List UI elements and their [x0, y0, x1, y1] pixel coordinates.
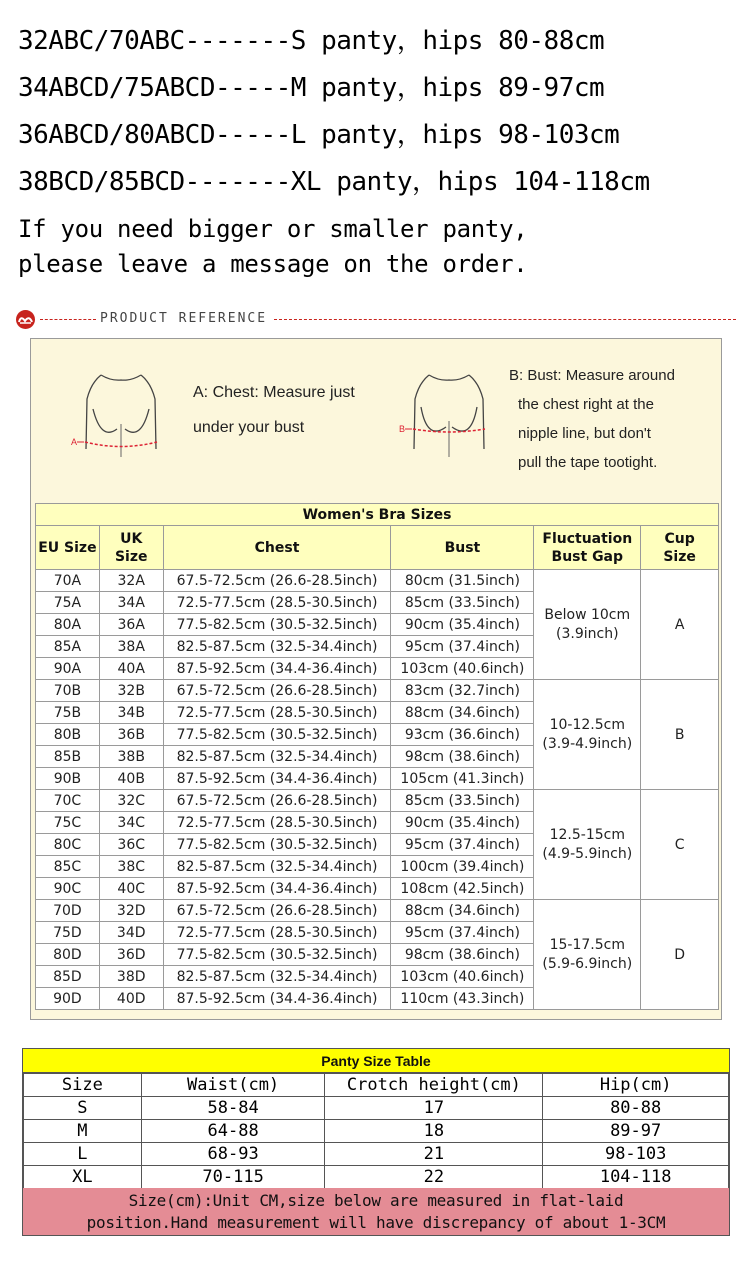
header-hip: Hip(cm): [543, 1074, 729, 1097]
table-row: [36, 790, 719, 812]
chest-cell: 77.5-82.5cm (30.5-32.5inch): [163, 614, 391, 636]
table-row: [36, 680, 719, 702]
chest-cell: 82.5-87.5cm (32.5-34.4inch): [163, 636, 391, 658]
uk-size-cell: 38C: [99, 856, 163, 878]
panty-size-table: [23, 1073, 729, 1189]
chest-cell: 82.5-87.5cm (32.5-34.4inch): [163, 746, 391, 768]
eu-size-cell: 85B: [36, 746, 100, 768]
reference-label: PRODUCT REFERENCE: [100, 311, 268, 326]
uk-size-cell: 40C: [99, 878, 163, 900]
eu-size-cell: 90C: [36, 878, 100, 900]
uk-size-cell: 38D: [99, 966, 163, 988]
uk-size-cell: 40D: [99, 988, 163, 1010]
caption-line: pull the tape tootight.: [518, 454, 658, 471]
bust-cell: 85cm (33.5inch): [391, 592, 534, 614]
bust-measure-figure-icon: [399, 369, 499, 464]
bust-cell: 90cm (35.4inch): [391, 812, 534, 834]
uk-size-cell: 36B: [99, 724, 163, 746]
bust-cell: 110cm (43.3inch): [391, 988, 534, 1010]
header-bust-gap: Fluctuation Bust Gap: [534, 526, 641, 570]
uk-size-cell: 34C: [99, 812, 163, 834]
bust-cell: 85cm (33.5inch): [391, 790, 534, 812]
size-cell: XL: [24, 1166, 142, 1189]
eu-size-cell: 85C: [36, 856, 100, 878]
bust-cell: 95cm (37.4inch): [391, 922, 534, 944]
marker-a: A: [71, 437, 78, 447]
waist-cell: 64-88: [141, 1120, 325, 1143]
crotch-height-cell: 18: [325, 1120, 543, 1143]
chest-cell: 72.5-77.5cm (28.5-30.5inch): [163, 922, 391, 944]
bust-cell: 98cm (38.6inch): [391, 944, 534, 966]
bust-cell: 88cm (34.6inch): [391, 702, 534, 724]
panty-table-body: [24, 1097, 729, 1189]
bust-cell: 95cm (37.4inch): [391, 834, 534, 856]
size-cell: S: [24, 1097, 142, 1120]
chest-cell: 72.5-77.5cm (28.5-30.5inch): [163, 812, 391, 834]
eu-size-cell: 85D: [36, 966, 100, 988]
disclaimer-line-1: Size(cm):Unit CM,size below are measured in flat-laid: [128, 1191, 624, 1210]
eu-size-cell: 80B: [36, 724, 100, 746]
uk-size-cell: 32A: [99, 570, 163, 592]
table-row: [24, 1143, 729, 1166]
measurement-disclaimer: [23, 1188, 729, 1235]
chest-cell: 82.5-87.5cm (32.5-34.4inch): [163, 966, 391, 988]
bust-cell: 80cm (31.5inch): [391, 570, 534, 592]
uk-size-cell: 36A: [99, 614, 163, 636]
eu-size-cell: 80D: [36, 944, 100, 966]
chest-cell: 67.5-72.5cm (26.6-28.5inch): [163, 900, 391, 922]
uk-size-cell: 32C: [99, 790, 163, 812]
eu-size-cell: 90B: [36, 768, 100, 790]
hip-cell: 80-88: [543, 1097, 729, 1120]
crotch-height-cell: 21: [325, 1143, 543, 1166]
chest-cell: 67.5-72.5cm (26.6-28.5inch): [163, 680, 391, 702]
bra-table-title: Women's Bra Sizes: [36, 504, 719, 526]
cup-size-cell: C: [641, 790, 719, 900]
uk-size-cell: 38A: [99, 636, 163, 658]
product-reference-bar: [16, 308, 736, 330]
header-cup-size: Cup Size: [641, 526, 719, 570]
chest-cell: 77.5-82.5cm (30.5-32.5inch): [163, 834, 391, 856]
uk-size-cell: 38B: [99, 746, 163, 768]
bust-cell: 95cm (37.4inch): [391, 636, 534, 658]
eu-size-cell: 90A: [36, 658, 100, 680]
header-chest: Chest: [163, 526, 391, 570]
hip-cell: 98-103: [543, 1143, 729, 1166]
uk-size-cell: 40A: [99, 658, 163, 680]
eu-size-cell: 70C: [36, 790, 100, 812]
chest-measure-figure-icon: [71, 369, 171, 464]
eu-size-cell: 70A: [36, 570, 100, 592]
chest-cell: 67.5-72.5cm (26.6-28.5inch): [163, 790, 391, 812]
table-row: [36, 900, 719, 922]
header-uk-size: UK Size: [99, 526, 163, 570]
bra-size-table: [35, 503, 719, 1010]
eu-size-cell: 75D: [36, 922, 100, 944]
bust-gap-cell: 15-17.5cm (5.9-6.9inch): [534, 900, 641, 1010]
uk-size-cell: 32D: [99, 900, 163, 922]
uk-size-cell: 32B: [99, 680, 163, 702]
size-mapping-list: [18, 18, 650, 206]
header-size: Size: [24, 1074, 142, 1097]
reference-divider-right: [274, 319, 736, 320]
chest-cell: 87.5-92.5cm (34.4-36.4inch): [163, 988, 391, 1010]
table-row: [36, 570, 719, 592]
panty-size-panel: [22, 1048, 730, 1236]
table-row: [24, 1097, 729, 1120]
reference-divider-left: [40, 319, 96, 320]
panty-table-title: Panty Size Table: [23, 1049, 729, 1073]
header-crotch-height: Crotch height(cm): [325, 1074, 543, 1097]
eu-size-cell: 75A: [36, 592, 100, 614]
uk-size-cell: 36D: [99, 944, 163, 966]
crotch-height-cell: 17: [325, 1097, 543, 1120]
chest-cell: 72.5-77.5cm (28.5-30.5inch): [163, 702, 391, 724]
size-line: 32ABC/70ABC-------S panty，hips 80-88cm: [18, 26, 605, 56]
caption-line: under your bust: [193, 419, 305, 436]
eu-size-cell: 70D: [36, 900, 100, 922]
chest-cell: 87.5-92.5cm (34.4-36.4inch): [163, 878, 391, 900]
bust-cell: 93cm (36.6inch): [391, 724, 534, 746]
size-line: 36ABCD/80ABCD-----L panty，hips 98-103cm: [18, 120, 620, 150]
caption-line: the chest right at the: [518, 396, 654, 413]
eu-size-cell: 80A: [36, 614, 100, 636]
disclaimer-line-2: position.Hand measurement will have discrepancy of about 1-3CM: [86, 1213, 666, 1232]
cup-size-cell: D: [641, 900, 719, 1010]
table-row: [24, 1120, 729, 1143]
bust-cell: 83cm (32.7inch): [391, 680, 534, 702]
caption-line: B: Bust: Measure around: [509, 367, 675, 384]
bust-cell: 105cm (41.3inch): [391, 768, 534, 790]
bust-cell: 90cm (35.4inch): [391, 614, 534, 636]
caption-line: nipple line, but don't: [518, 425, 651, 442]
header-waist: Waist(cm): [141, 1074, 325, 1097]
bust-gap-cell: Below 10cm (3.9inch): [534, 570, 641, 680]
note-line-1: If you need bigger or smaller panty,: [18, 215, 528, 243]
cup-size-cell: A: [641, 570, 719, 680]
size-cell: M: [24, 1120, 142, 1143]
bust-cell: 98cm (38.6inch): [391, 746, 534, 768]
chest-cell: 67.5-72.5cm (26.6-28.5inch): [163, 570, 391, 592]
bust-cell: 103cm (40.6inch): [391, 658, 534, 680]
bra-table-body: [36, 570, 719, 1010]
measurement-guide: [31, 339, 721, 499]
uk-size-cell: 34B: [99, 702, 163, 724]
eu-size-cell: 90D: [36, 988, 100, 1010]
bra-size-panel: [30, 338, 722, 1020]
hip-cell: 104-118: [543, 1166, 729, 1189]
chest-cell: 77.5-82.5cm (30.5-32.5inch): [163, 944, 391, 966]
header-eu-size: EU Size: [36, 526, 100, 570]
waist-cell: 58-84: [141, 1097, 325, 1120]
size-line: 34ABCD/75ABCD-----M panty，hips 89-97cm: [18, 73, 605, 103]
marker-b: B: [399, 424, 406, 434]
uk-size-cell: 34D: [99, 922, 163, 944]
eu-size-cell: 70B: [36, 680, 100, 702]
note-line-2: please leave a message on the order.: [18, 250, 528, 278]
bust-cell: 103cm (40.6inch): [391, 966, 534, 988]
caption-line: A: Chest: Measure just: [193, 384, 355, 401]
chest-cell: 72.5-77.5cm (28.5-30.5inch): [163, 592, 391, 614]
chest-cell: 87.5-92.5cm (34.4-36.4inch): [163, 768, 391, 790]
uk-size-cell: 34A: [99, 592, 163, 614]
bust-gap-cell: 12.5-15cm (4.9-5.9inch): [534, 790, 641, 900]
chest-cell: 77.5-82.5cm (30.5-32.5inch): [163, 724, 391, 746]
size-line: 38BCD/85BCD-------XL panty，hips 104-118cm: [18, 167, 650, 197]
crotch-height-cell: 22: [325, 1166, 543, 1189]
bust-measure-caption: [509, 361, 675, 477]
table-row: [24, 1166, 729, 1189]
uk-size-cell: 36C: [99, 834, 163, 856]
chest-cell: 87.5-92.5cm (34.4-36.4inch): [163, 658, 391, 680]
eu-size-cell: 75C: [36, 812, 100, 834]
eu-size-cell: 75B: [36, 702, 100, 724]
bra-logo-icon: [16, 310, 35, 329]
uk-size-cell: 40B: [99, 768, 163, 790]
waist-cell: 68-93: [141, 1143, 325, 1166]
bust-cell: 108cm (42.5inch): [391, 878, 534, 900]
chest-measure-caption: [193, 375, 355, 445]
eu-size-cell: 85A: [36, 636, 100, 658]
bust-cell: 100cm (39.4inch): [391, 856, 534, 878]
custom-size-note: [18, 212, 527, 282]
cup-size-cell: B: [641, 680, 719, 790]
hip-cell: 89-97: [543, 1120, 729, 1143]
bust-gap-cell: 10-12.5cm (3.9-4.9inch): [534, 680, 641, 790]
waist-cell: 70-115: [141, 1166, 325, 1189]
header-bust: Bust: [391, 526, 534, 570]
size-cell: L: [24, 1143, 142, 1166]
chest-cell: 82.5-87.5cm (32.5-34.4inch): [163, 856, 391, 878]
bust-cell: 88cm (34.6inch): [391, 900, 534, 922]
eu-size-cell: 80C: [36, 834, 100, 856]
